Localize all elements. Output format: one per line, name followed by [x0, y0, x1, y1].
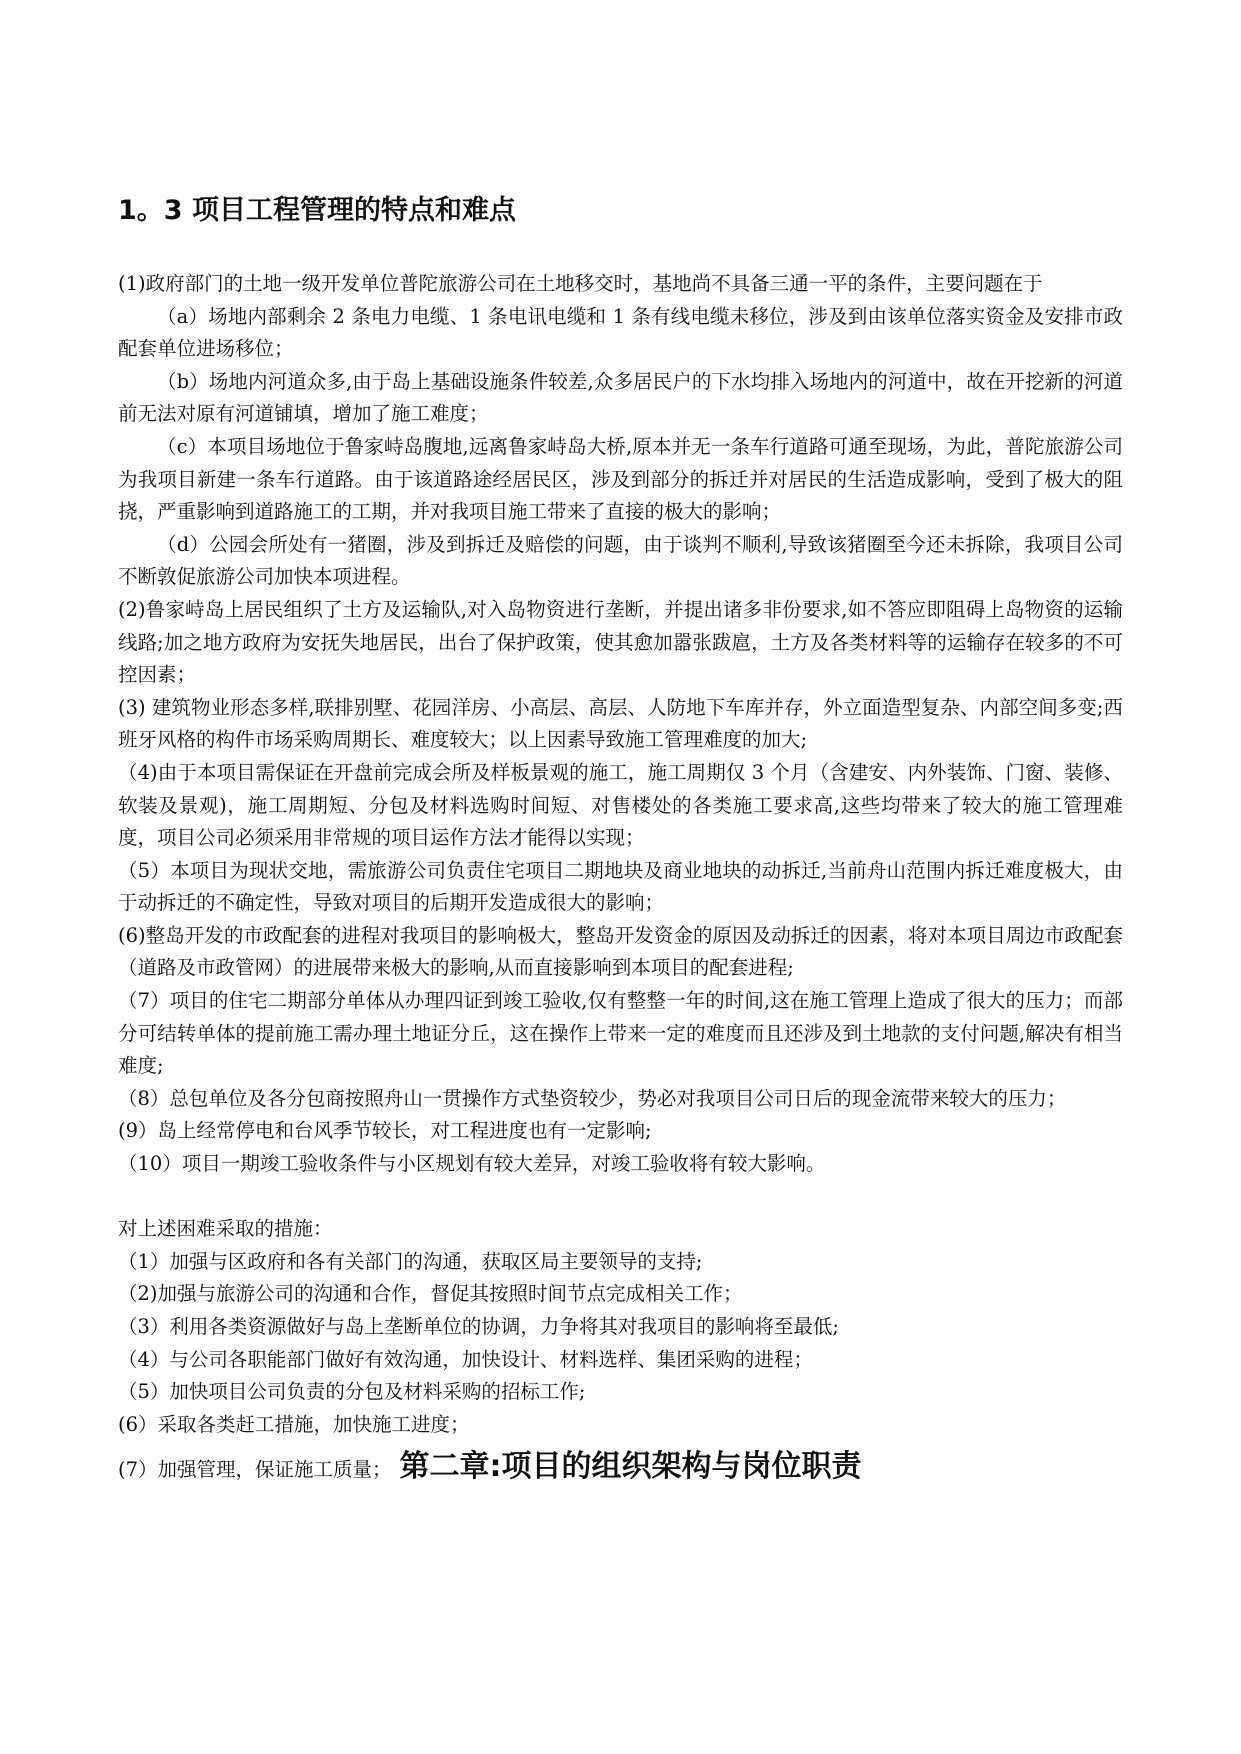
final-measure: (7）加强管理，保证施工质量； — [118, 1458, 392, 1482]
difficulty-paragraph: （10）项目一期竣工验收条件与小区规划有较大差异，对竣工验收将有较大影响。 — [118, 1152, 826, 1176]
measures-intro: 对上述困难采取的措施： — [118, 1217, 333, 1241]
difficulty-paragraph: （5）本项目为现状交地，需旅游公司负责住宅项目二期地块及商业地块的动拆迁,当前舟山范围内拆迁难度极大，由于动拆迁的不确定性，导致对项目的后期开发造成很大的影响； — [118, 858, 1123, 915]
difficulty-paragraph: (1)政府部门的土地一级开发单位普陀旅游公司在土地移交时，基地尚不具备三通一平的条件，主要问题在于 — [118, 272, 1043, 295]
measure-item: （2)加强与旅游公司的沟通和合作，督促其按照时间节点完成相关工作； — [118, 1282, 743, 1306]
section-heading: 1。3 项目工程管理的特点和难点 — [118, 195, 516, 226]
difficulties-list — [118, 268, 1123, 1181]
difficulty-paragraph: （c）本项目场地位于鲁家峙岛腹地,远离鲁家峙岛大桥,原本并无一条车行道路可通至现场，为此，普陀旅游公司为我项目新建一条车行道路。由于该道路途经居民区，涉及到部分的拆迁并对居民的生活造成影响，受到了极大的阻挠，严重影响到道路施工的工期，并对我项目施工带来了直接的极大的影响； — [118, 434, 1123, 524]
measure-item: （4）与公司各职能部门做好有效沟通，加快设计、材料选样、集团采购的进程； — [118, 1347, 813, 1371]
difficulty-paragraph: （7）项目的住宅二期部分单体从办理四证到竣工验收,仅有整整一年的时间,这在施工管理上造成了很大的压力；而部分可结转单体的提前施工需办理土地证分丘，这在操作上带来一定的难度而且还涉及到土地款的支付问题,解决有相当难度; — [118, 989, 1123, 1078]
chapter-title: 第二章:项目的组织架构与岗位职责 — [399, 1449, 862, 1485]
measure-item: (6）采取各类赶工措施，加快施工进度； — [118, 1412, 470, 1436]
difficulty-paragraph: （a）场地内部剩余 2 条电力电缆、1 条电讯电缆和 1 条有线电缆未移位，涉及到由该单位落实资金及安排市政配套单位进场移位； — [118, 304, 1123, 361]
difficulty-paragraph: （8）总包单位及各分包商按照舟山一贯操作方式垫资较少，势必对我项目公司日后的现金流带来较大的压力； — [118, 1086, 1067, 1110]
difficulty-paragraph: (6)整岛开发的市政配套的进程对我项目的影响极大，整岛开发资金的原因及动拆迁的因素，将对本项目周边市政配套（道路及市政管网）的进展带来极大的影响,从而直接影响到本项目的配套进程; — [118, 923, 1123, 980]
difficulty-paragraph: （4)由于本项目需保证在开盘前完成会所及样板景观的施工，施工周期仅 3 个月（含建安、内外装饰、门窗、装修、软装及景观)，施工周期短、分包及材料选购时间短、对售楼处的各类施工要求高,这些均带来了较大的施工管理难度，项目公司必须采用非常规的项目运作方法才能得以实现； — [118, 760, 1123, 850]
difficulty-paragraph: （d）公园会所处有一猪圈，涉及到拆迁及赔偿的问题，由于谈判不顺利,导致该猪圈至今还未拆除，我项目公司不断敦促旅游公司加快本项进程。 — [118, 532, 1123, 589]
measures-list — [118, 1246, 1123, 1442]
final-measure-line — [118, 1447, 1123, 1487]
difficulty-paragraph: (9）岛上经常停电和台风季节较长，对工程进度也有一定影响; — [118, 1119, 652, 1143]
measure-item: （3）利用各类资源做好与岛上垄断单位的协调，力争将其对我项目的影响将至最低; — [118, 1315, 839, 1338]
difficulty-paragraph: （b）场地内河道众多,由于岛上基础设施条件较差,众多居民户的下水均排入场地内的河道中，故在开挖新的河道前无法对原有河道铺填，增加了施工难度； — [118, 369, 1123, 426]
measure-item: （1）加强与区政府和各有关部门的沟通，获取区局主要领导的支持; — [118, 1249, 703, 1273]
difficulty-paragraph: (3) 建筑物业形态多样,联排别墅、花园洋房、小高层、高层、人防地下车库并存，外立面造型复杂、内部空间多变;西班牙风格的构件市场采购周期长、难度较大；以上因素导致施工管理难度的加大; — [118, 695, 1123, 752]
measure-item: （5）加快项目公司负责的分包及材料采购的招标工作; — [118, 1380, 586, 1404]
difficulty-paragraph: (2)鲁家峙岛上居民组织了土方及运输队,对入岛物资进行垄断，并提出诸多非份要求,如不答应即阻碍上岛物资的运输线路;加之地方政府为安抚失地居民，出台了保护政策，使其愈加嚣张跋扈，土方及各类材料等的运输存在较多的不可控因素； — [118, 597, 1123, 687]
body-text — [118, 268, 1123, 1487]
